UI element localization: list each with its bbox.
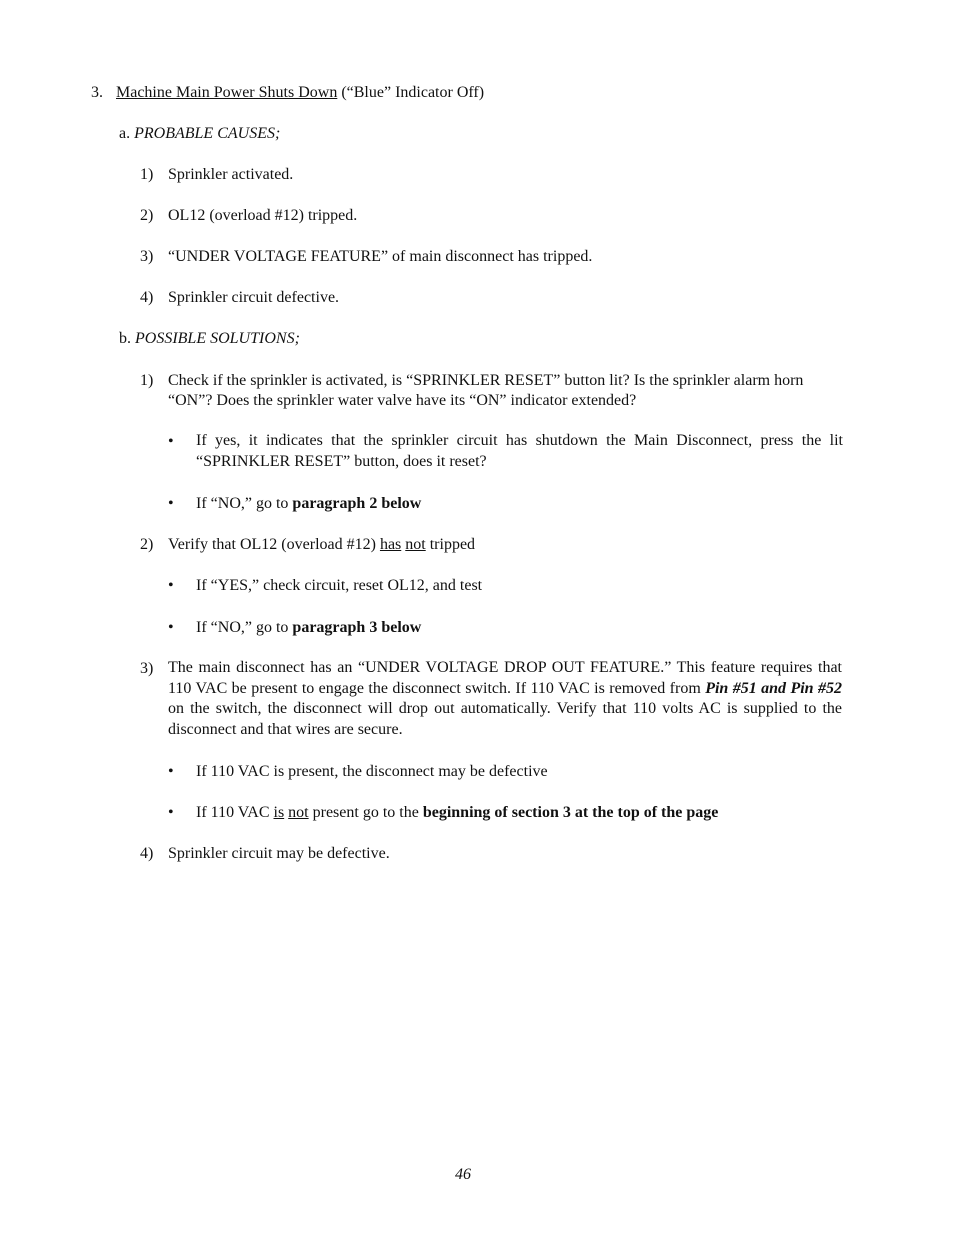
bullet-text: present go to the — [308, 804, 423, 821]
solution-1-line-2: “ON”? Does the sprinkler water valve have its “ON” indicator extended? — [168, 392, 637, 409]
bullet-icon: • — [168, 433, 174, 450]
pin-reference: Pin #51 and Pin #52 — [705, 679, 843, 697]
solutions-heading — [119, 329, 300, 349]
page-number: 46 — [455, 1166, 471, 1183]
cause-text: Sprinkler circuit defective. — [168, 289, 340, 306]
causes-letter: a. — [119, 125, 131, 142]
solution-number: 2) — [140, 536, 154, 553]
solution-1-line-1: Check if the sprinkler is activated, is “SPRINKLER RESET” button lit? Is the sprinkler alarm horn — [168, 372, 804, 389]
section-title-note: (“Blue” Indicator Off) — [337, 84, 485, 101]
solution-2-text — [168, 535, 475, 555]
solution-3-text-b: on the switch, the disconnect will drop out automatically. Verify that 110 volts AC is supplied to the disconnect and that wires are secure. — [168, 700, 842, 738]
solution-2-bullet-2 — [196, 618, 421, 638]
cause-number: 1) — [140, 166, 154, 183]
causes-heading — [119, 124, 280, 144]
cause-text: “UNDER VOLTAGE FEATURE” of main disconnect has tripped. — [168, 248, 593, 265]
bullet-text: If “NO,” go to — [196, 619, 293, 636]
bullet-icon: • — [168, 804, 174, 821]
solution-3-text — [168, 658, 842, 740]
solution-1-bullet-1: If yes, it indicates that the sprinkler circuit has shutdown the Main Disconnect, press the lit “SPRINKLER RESET” button, does it reset? — [196, 432, 843, 470]
solution-3-bullet-2 — [196, 803, 718, 823]
cause-text: Sprinkler activated. — [168, 166, 294, 183]
bullet-icon: • — [168, 495, 174, 512]
solutions-letter: b. — [119, 330, 131, 347]
solution-number: 1) — [140, 372, 154, 389]
emphasis-has: has — [379, 536, 402, 553]
solution-3-bullet-1: If 110 VAC is present, the disconnect may be defective — [196, 763, 548, 780]
emphasis-not: not — [288, 804, 309, 821]
emphasis-is: is — [273, 804, 285, 821]
bullet-icon: • — [168, 619, 174, 636]
solutions-title: POSSIBLE SOLUTIONS; — [135, 330, 300, 347]
bullet-reference: paragraph 2 below — [292, 495, 422, 512]
bullet-reference: paragraph 3 below — [292, 619, 422, 636]
causes-title: PROBABLE CAUSES; — [134, 125, 281, 142]
solution-number: 3) — [140, 660, 154, 677]
emphasis-not: not — [405, 536, 426, 553]
solution-2-post: tripped — [425, 536, 476, 553]
section-number: 3. — [91, 84, 103, 101]
solution-1-bullet-2 — [196, 494, 421, 514]
cause-number: 3) — [140, 248, 154, 265]
bullet-icon: • — [168, 577, 174, 594]
bullet-icon: • — [168, 763, 174, 780]
bullet-reference: beginning of section 3 at the top of the page — [422, 804, 719, 821]
solution-number: 4) — [140, 845, 154, 862]
cause-text: OL12 (overload #12) tripped. — [168, 207, 358, 224]
cause-number: 2) — [140, 207, 154, 224]
solution-2-bullet-1: If “YES,” check circuit, reset OL12, and test — [196, 577, 483, 594]
bullet-text: If “NO,” go to — [196, 495, 293, 512]
cause-number: 4) — [140, 289, 154, 306]
section-heading — [91, 83, 484, 103]
section-title: Machine Main Power Shuts Down — [116, 84, 338, 101]
solution-3-text-a: The main disconnect has an “UNDER VOLTAGE DROP OUT FEATURE.” This feature requires that 110 VAC be present to engage the disconnect switch. If 110 VAC is removed from — [168, 659, 842, 697]
bullet-text: If 110 VAC — [196, 804, 274, 821]
solution-2-pre: Verify that OL12 (overload #12) — [168, 536, 380, 553]
solution-4-text: Sprinkler circuit may be defective. — [168, 845, 390, 862]
